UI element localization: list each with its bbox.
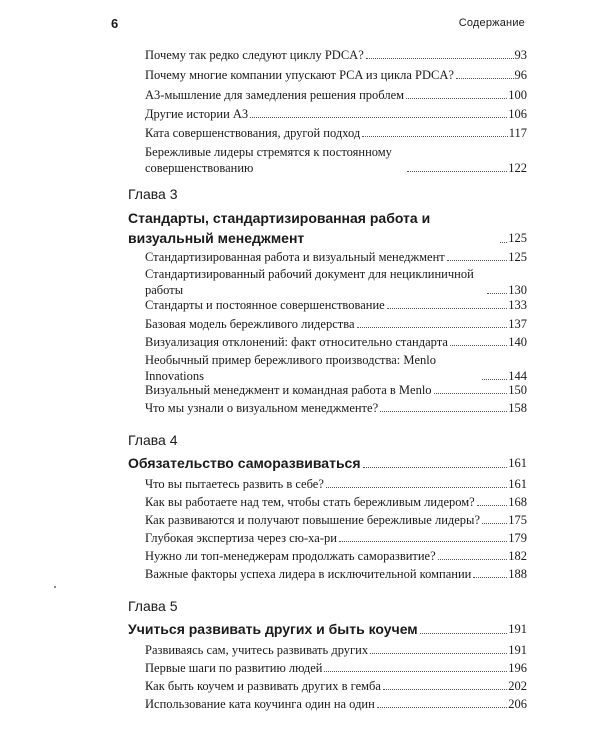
toc-entry-title: Стандартизированная работа и визуальный менеджмент — [145, 250, 445, 264]
toc-entry-page: 150 — [508, 383, 527, 397]
toc-entry-page: 202 — [508, 679, 527, 693]
dot-leader — [377, 707, 507, 708]
toc-entry-title: Что мы узнали о визуальном менеджменте? — [145, 401, 379, 415]
toc-entry[interactable] — [145, 125, 527, 141]
dot-leader — [420, 633, 508, 634]
dot-leader — [339, 541, 507, 542]
toc-entry[interactable] — [145, 660, 527, 676]
toc-entry[interactable] — [145, 297, 527, 313]
toc-entry-title: Почему многие компании упускают PCA из цикла PDCA? — [145, 68, 454, 82]
toc-entry-title: Как развиваются и получают повышение бережливые лидеры? — [145, 513, 480, 527]
dot-leader — [500, 242, 507, 243]
toc-entry-page: 179 — [508, 531, 527, 545]
dot-leader — [447, 260, 508, 261]
toc-entry-page: 96 — [514, 68, 527, 82]
dot-leader — [438, 559, 508, 560]
toc-entry-page: 122 — [508, 161, 527, 175]
toc-entry[interactable] — [145, 400, 527, 416]
toc-entry-title: А3-мышление для замедления решения проблем — [145, 88, 405, 102]
chapter-page: 191 — [508, 622, 527, 636]
toc-entry-page: 100 — [508, 88, 527, 102]
toc-entry-title: Как быть коучем и развивать других в гемба — [145, 679, 381, 693]
toc-entry-title: Использование ката коучинга один на один — [145, 697, 375, 711]
dot-leader — [324, 671, 507, 672]
toc-entry-title: Другие истории А3 — [145, 107, 249, 121]
chapter-title-text: Стандарты, стандартизированная работа и визуальный менеджмент — [128, 210, 431, 246]
toc-entry-title: Что вы пытаетесь развить в себе? — [145, 477, 324, 491]
toc-entry-title: Бережливые лидеры стремятся к постоянному совершенствованию — [145, 145, 392, 175]
toc-entry-page: 125 — [508, 250, 527, 264]
toc-entry[interactable] — [145, 352, 527, 384]
toc-entry[interactable] — [145, 476, 527, 492]
toc-entry-title: Первые шаги по развитию людей — [145, 661, 323, 675]
toc-entry-page: 93 — [514, 48, 527, 62]
dot-leader — [407, 171, 507, 172]
toc-entry[interactable] — [145, 696, 527, 712]
chapter-page: 161 — [508, 456, 527, 470]
dot-leader — [473, 577, 507, 578]
toc-entry[interactable] — [145, 678, 527, 694]
stray-dot-mark — [54, 586, 56, 588]
chapter-title-text: Учиться развивать других и быть коучем — [128, 621, 418, 637]
toc-entry-title: Ката совершенствования, другой подход — [145, 126, 361, 140]
toc-entry-title: Глубокая экспертиза через сю-ха-ри — [145, 531, 337, 545]
dot-leader — [456, 78, 514, 79]
toc-entry[interactable] — [145, 382, 527, 398]
dot-leader — [326, 487, 507, 488]
toc-entry[interactable] — [145, 47, 527, 63]
dot-leader — [366, 58, 514, 59]
toc-entry-title: Важные факторы успеха лидера в исключительной компании — [145, 567, 472, 581]
chapter-label: Глава 4 — [128, 432, 178, 448]
toc-entry-page: 106 — [508, 107, 527, 121]
toc-entry-title: Стандарты и постоянное совершенствование — [145, 298, 385, 312]
toc-entry[interactable] — [145, 106, 527, 122]
toc-entry[interactable] — [145, 266, 527, 298]
dot-leader — [370, 653, 507, 654]
toc-entry-page: 117 — [508, 126, 527, 140]
toc-entry[interactable] — [145, 566, 527, 582]
toc-entry-title: Нужно ли топ-менеджерам продолжать саморазвитие? — [145, 549, 436, 563]
running-section-title: Содержание — [458, 17, 525, 29]
toc-entry-page: 206 — [508, 697, 527, 711]
toc-entry[interactable] — [145, 87, 527, 103]
toc-entry-page: 144 — [508, 369, 527, 383]
dot-leader — [487, 293, 507, 294]
toc-entry-title: Стандартизированный рабочий документ для нециклиничной работы — [145, 267, 474, 297]
toc-entry[interactable] — [145, 316, 527, 332]
toc-entry[interactable] — [145, 530, 527, 546]
chapter-title[interactable] — [128, 453, 527, 473]
toc-entry[interactable] — [145, 548, 527, 564]
chapter-title[interactable] — [128, 208, 527, 248]
toc-entry-page: 161 — [508, 477, 527, 491]
toc-entry-title: Базовая модель бережливого лидерства — [145, 317, 355, 331]
chapter-label: Глава 3 — [128, 186, 178, 202]
chapter-title-text: Обязательство саморазвиваться — [128, 455, 361, 471]
dot-leader — [477, 505, 508, 506]
dot-leader — [434, 393, 508, 394]
dot-leader — [387, 308, 508, 309]
dot-leader — [482, 523, 507, 524]
dot-leader — [362, 136, 507, 137]
toc-entry-page: 188 — [508, 567, 527, 581]
toc-entry-page: 130 — [508, 283, 527, 297]
toc-entry-page: 140 — [508, 335, 527, 349]
toc-entry-page: 196 — [508, 661, 527, 675]
chapter-page: 125 — [508, 231, 527, 245]
toc-entry-page: 133 — [508, 298, 527, 312]
page-number: 6 — [111, 16, 119, 31]
toc-entry-page: 182 — [508, 549, 527, 563]
toc-entry-page: 175 — [508, 513, 527, 527]
dot-leader — [380, 411, 507, 412]
toc-entry[interactable] — [145, 494, 527, 510]
toc-entry-page: 168 — [508, 495, 527, 509]
toc-entry[interactable] — [145, 249, 527, 265]
toc-entry[interactable] — [145, 67, 527, 83]
chapter-label: Глава 5 — [128, 598, 178, 614]
dot-leader — [406, 98, 507, 99]
toc-entry-page: 137 — [508, 317, 527, 331]
toc-entry[interactable] — [145, 144, 527, 176]
toc-entry[interactable] — [145, 642, 527, 658]
page-header — [0, 14, 600, 34]
toc-entry-title: Как вы работаете над тем, чтобы стать бережливым лидером? — [145, 495, 475, 509]
chapter-title[interactable] — [128, 619, 527, 639]
toc-entry-title: Почему так редко следуют циклу PDCA? — [145, 48, 364, 62]
toc-entry-title: Необычный пример бережливого производства: Menlo Innovations — [145, 353, 437, 383]
toc-entry-page: 191 — [508, 643, 527, 657]
toc-entry[interactable] — [145, 512, 527, 528]
dot-leader — [450, 345, 507, 346]
toc-entry-title: Развиваясь сам, учитесь развивать других — [145, 643, 369, 657]
toc-entry-page: 158 — [508, 401, 527, 415]
dot-leader — [383, 689, 507, 690]
dot-leader — [250, 117, 507, 118]
dot-leader — [357, 327, 508, 328]
toc-entry-title: Визуализация отклонений: факт относительно стандарта — [145, 335, 448, 349]
dot-leader — [363, 467, 508, 468]
toc-entry[interactable] — [145, 334, 527, 350]
dot-leader — [482, 379, 507, 380]
toc-entry-title: Визуальный менеджмент и командная работа в Menlo — [145, 383, 432, 397]
